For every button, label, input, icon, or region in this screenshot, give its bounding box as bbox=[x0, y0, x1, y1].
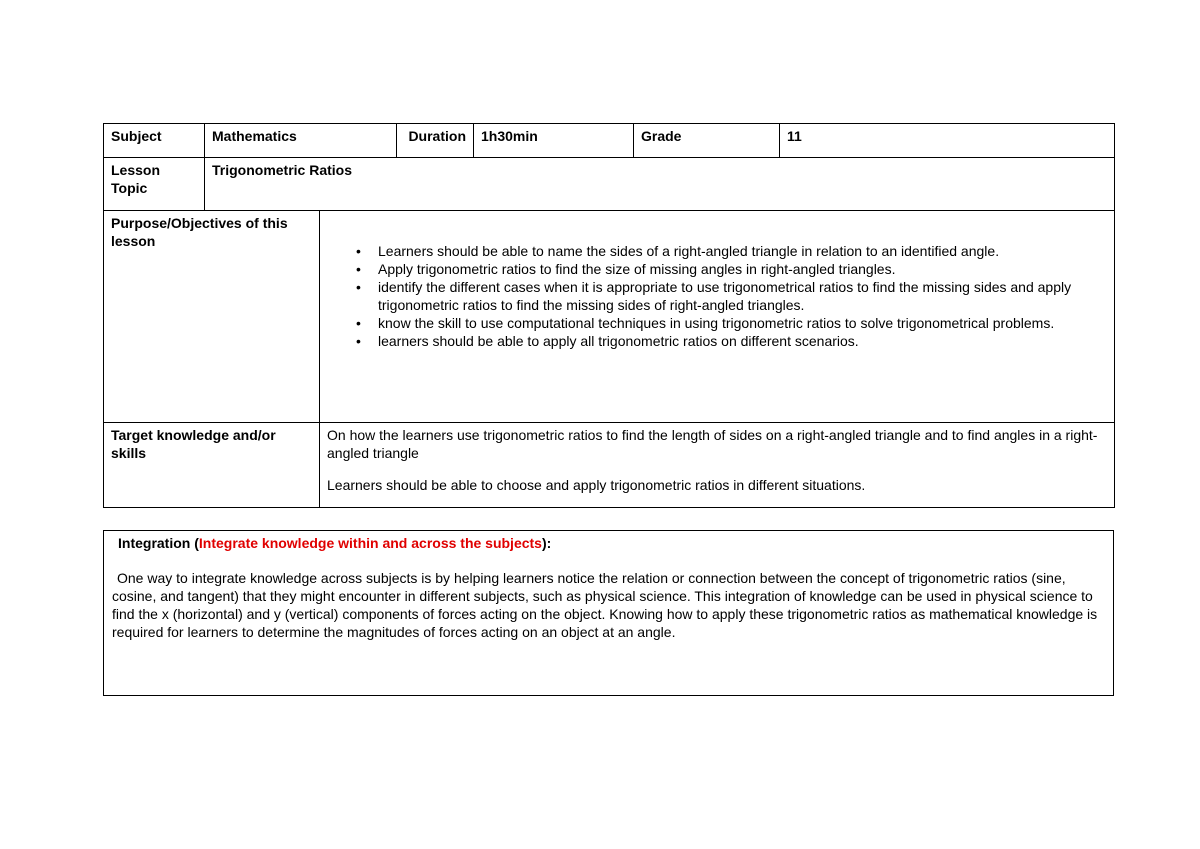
integration-heading-suffix: ): bbox=[541, 535, 552, 551]
objective-text: learners should be able to apply all trigonometric ratios on different scenarios. bbox=[378, 333, 859, 349]
duration-value: 1h30min bbox=[474, 124, 634, 158]
integration-heading-prefix: Integration ( bbox=[118, 535, 199, 551]
lesson-plan-table bbox=[103, 123, 1115, 508]
topic-label bbox=[104, 158, 205, 211]
bullet-icon: • bbox=[356, 333, 361, 349]
objectives-list bbox=[327, 242, 1107, 350]
subject-row bbox=[104, 124, 1115, 158]
grade-value: 11 bbox=[780, 124, 1115, 158]
target-cell bbox=[320, 423, 1115, 508]
topic-value: Trigonometric Ratios bbox=[205, 158, 1115, 211]
bullet-icon: • bbox=[356, 243, 361, 259]
objective-text: identify the different cases when it is appropriate to use trigonometrical ratios to find the missing sides and apply trigonometric ratios to find the missing sides of right-angled triangles. bbox=[378, 279, 1072, 313]
objectives-cell bbox=[320, 211, 1115, 423]
bullet-icon: • bbox=[356, 279, 361, 295]
integration-body: One way to integrate knowledge across subjects is by helping learners notice the relation or connection between the concept of trigonometric ratios (sine, cosine, and tangent) that they might encounter in different subjects, such as physical science. This integration of knowledge can be used in physical science to find the x (horizontal) and y (vertical) components of forces acting on the object. Knowing how to apply these trigonometric ratios as mathematical knowledge is required for learners to determine the magnitudes of forces acting on an object at an angle. bbox=[112, 570, 1098, 640]
integration-heading-highlight: Integrate knowledge within and across the subjects bbox=[198, 535, 542, 551]
integration-heading bbox=[118, 534, 1105, 552]
target-text-2: Learners should be able to choose and apply trigonometric ratios in different situations. bbox=[327, 477, 866, 493]
bullet-icon: • bbox=[356, 261, 361, 277]
list-item bbox=[356, 278, 1107, 314]
subject-value: Mathematics bbox=[205, 124, 397, 158]
topic-row bbox=[104, 158, 1115, 211]
bullet-icon: • bbox=[356, 315, 361, 331]
topic-label-line2: Topic bbox=[111, 180, 148, 196]
target-label: Target knowledge and/or skills bbox=[104, 423, 320, 508]
objectives-row bbox=[104, 211, 1115, 423]
duration-label: Duration bbox=[397, 124, 474, 158]
topic-label-line1: Lesson bbox=[111, 162, 161, 178]
list-item bbox=[356, 260, 1107, 278]
list-item bbox=[356, 332, 1107, 350]
list-item bbox=[356, 314, 1107, 332]
target-row bbox=[104, 423, 1115, 508]
subject-label: Subject bbox=[104, 124, 205, 158]
grade-label: Grade bbox=[634, 124, 780, 158]
objective-text: know the skill to use computational techniques in using trigonometric ratios to solve trigonometrical problems. bbox=[378, 315, 1055, 331]
list-item bbox=[356, 242, 1107, 260]
objectives-label: Purpose/Objectives of this lesson bbox=[104, 211, 320, 423]
objective-text: Learners should be able to name the sides of a right-angled triangle in relation to an identified angle. bbox=[378, 243, 1000, 259]
objective-text: Apply trigonometric ratios to find the size of missing angles in right-angled triangles. bbox=[378, 261, 896, 277]
target-text-1: On how the learners use trigonometric ratios to find the length of sides on a right-angled triangle and to find angles in a right-angled triangle bbox=[327, 427, 1098, 461]
integration-box bbox=[103, 530, 1114, 696]
